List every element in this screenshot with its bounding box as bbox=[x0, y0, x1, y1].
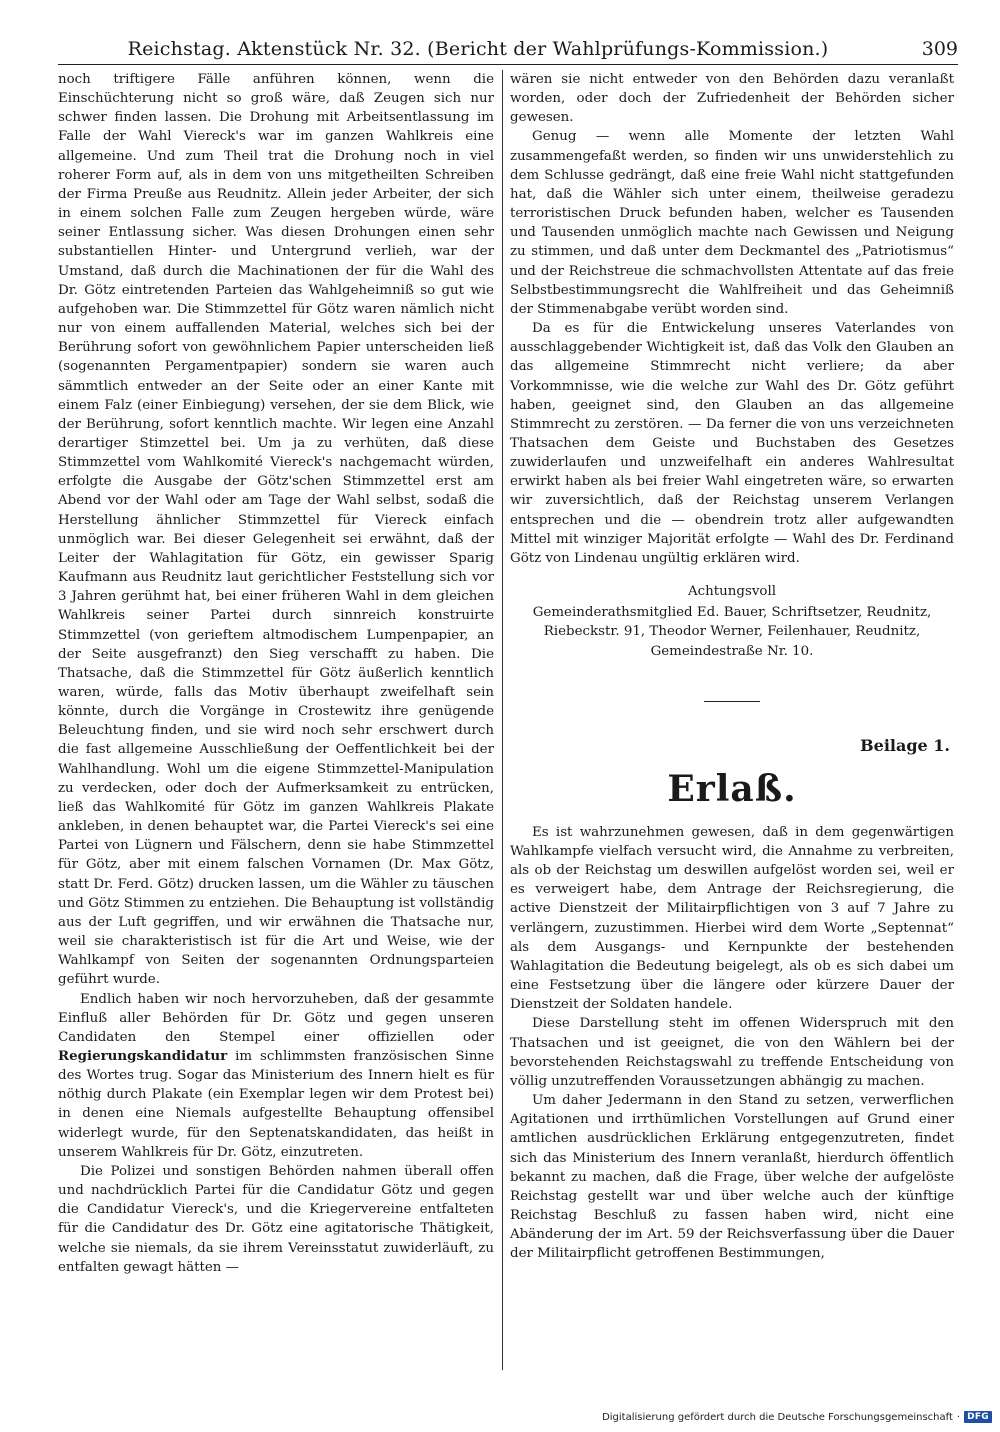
right-paragraph-2: Genug — wenn alle Momente der letzten Wahl zusammengefaßt werden, so finden wir uns unwiderstehlich zu dem Schlusse gedrängt, daß eine freie Wahl nicht stattgefunden hat, daß die Wähler sich unter einem, theilweise geradezu terroristischen Druck befunden haben, welcher es Tausenden und Tausenden unmöglich machte nach Gewissen und Neigung zu stimmen, und daß unter dem Deckmantel des „Patriotismus“ und der Reichstreue die schmachvollsten Attentate auf das freie Selbstbestimmungsrecht die Wahlfreiheit und das Geheimniß der Stimmenabgabe verübt worden sind. bbox=[510, 129, 954, 317]
left-paragraph-2-end: im schlimmsten französischen Sinne des Wortes trug. Sogar das Ministerium des Innern hielt es für nöthig durch Plakate (ein Exemplar legen wir dem Protest bei) in denen eine Niemals aufgestellte Behauptung offensibel widerlegt wurde, für den Septenatskandidaten, das heißt in unserem Wahlkreis für Dr. Götz, einzutreten. bbox=[58, 1048, 494, 1160]
signatories: Gemeinderathsmitglied Ed. Bauer, Schriftsetzer, Reudnitz, Riebeckstr. 91, Theodor Werner, Feilenhauer, Reudnitz, Gemeindestraße Nr. 10. bbox=[532, 605, 932, 659]
regierungskandidatur-term: Regierungskandidatur bbox=[58, 1047, 228, 1064]
right-paragraph-5: Diese Darstellung steht im offenen Widerspruch mit den Thatsachen und ist geeignet, die von den Wählern bei der bevorstehenden Reichstagswahl zu treffende Entscheidung von völlig unzutreffenden Voraussetzungen abhängig zu machen. bbox=[510, 1016, 954, 1089]
right-paragraph-4: Es ist wahrzunehmen gewesen, daß in dem gegenwärtigen Wahlkampfe vielfach versucht wird, die Annahme zu verbreiten, als ob der Reichstag um deswillen aufgelöst worden sei, weil er es verweigert habe, dem Antrage der Reichsregierung, die active Dienstzeit der Militairpflichtigen von 3 auf 7 Jahre zu verlängern, zuzustimmen. Hierbei wird dem Worte „Septennat“ als dem Ausgangs- und Kernpunkte der bestehenden Wahlagitation die Bedeutung beigelegt, als ob es sich dabei um eine Festsetzung über die längere oder kürzere Dauer der Dienstzeit der Soldaten handele. bbox=[510, 824, 954, 1013]
dfg-logo-icon: DFG bbox=[964, 1411, 992, 1423]
page-header bbox=[58, 30, 958, 60]
header-rule bbox=[58, 64, 958, 65]
left-paragraph-2-start: Endlich haben wir noch hervorzuheben, daß der gesammte Einfluß aller Behörden für Dr. Götz und gegen unseren Candidaten den Stempel einer offiziellen oder bbox=[58, 991, 494, 1045]
page-number: 309 bbox=[921, 38, 958, 60]
greeting: Achtungsvoll bbox=[687, 584, 777, 600]
left-paragraph-3: Die Polizei und sonstigen Behörden nahmen überall offen und nachdrücklich Partei für die Candidatur Götz und gegen die Candidatur Viereck's, und die Kriegervereine entfalteten für die Candidatur des Dr. Götz eine agitatorische Thätigkeit, welche sie niemals, da sie ihrem Vereinsstatut zuwiderläuft, zu entfalten gewagt hätten — bbox=[58, 1163, 494, 1275]
section-rule bbox=[704, 701, 760, 702]
beilage-label: Beilage 1. bbox=[860, 735, 950, 755]
right-paragraph-3: Da es für die Entwickelung unseres Vaterlandes von ausschlaggebender Wichtigkeit ist, daß das Volk den Glauben an das allgemeine Stimmrecht nicht verliere; da aber Vorkommnisse, wie die welche zur Wahl des Dr. Götz geführt haben, geeignet sind, den Glauben an das allgemeine Stimmrecht zu zerstören. — Da ferner die von uns verzeichneten Thatsachen dem Geiste und Buchstaben des Gesetzes zuwiderlaufen und unzweifelhaft ein anderes Wahlresultat erwirkt haben als bei freier Wahl eingetreten wäre, so erwarten wir zuversichtlich, daß der Reichstag unserem Verlangen entsprechen und die — obendrein trotz aller aufgewandten Mittel mit winziger Majorität erfolgte — Wahl des Dr. Ferdinand Götz von Lindenau ungültig erklären wird. bbox=[510, 321, 954, 566]
right-column bbox=[510, 70, 954, 1370]
footer-text: Digitalisierung gefördert durch die Deutsche Forschungsgemeinschaft bbox=[602, 1411, 953, 1423]
left-paragraph-1: noch triftigere Fälle anführen können, wenn die Einschüchterung nicht so groß wäre, daß Zeugen sich nur schwer finden lassen. Die Drohung mit Arbeitsentlassung im Falle der Wahl Viereck's war im ganzen Wahlkreis eine allgemeine. Und zum Theil trat die Drohung noch in viel roherer Form auf, als in dem von uns mitgetheilten Schreiben der Firma Preuße aus Reudnitz. Allein jeder Arbeiter, der sich in einem solchen Falle zum Zeugen hergeben würde, wäre seiner Entlassung sicher. Was diesen Drohungen einen sehr substantiellen Hinter- und Untergrund verlieh, war der Umstand, daß durch die Machinationen der für die Wahl des Dr. Götz eintretenden Parteien das Wahlgeheimniß so gut wie aufgehoben war. Die Stimmzettel für Götz waren nämlich nicht nur von einem auffallenden Material, welches sich bei der Berührung sofort von gewöhnlichem Papier unterscheiden ließ (sogenannten Pergamentpapier) sondern sie waren auch sämmtlich entweder an der Seite oder an einer Kante mit einem Falz (einer Einbiegung) versehen, der sie dem Blick, wie der Berührung, sofort kenntlich machte. Wir legen eine Anzahl derartiger Stimzettel bei. Um ja zu verhüten, daß diese Stimmzettel vom Wahlkomité Viereck's nachgemacht würden, erfolgte die Ausgabe der Götz'schen Stimmzettel erst am Abend vor der Wahl oder am Tage der Wahl selbst, sodaß die Herstellung ähnlicher Stimmzettel für Viereck einfach unmöglich war. Bei dieser Gelegenheit sei erwähnt, daß der Leiter der Wahlagitation für Götz, ein gewisser Sparig Kaufmann aus Reudnitz laut gerichtlicher Feststellung sich vor 3 Jahren gerühmt hat, bei einer früheren Wahl in dem gleichen Wahlkreis seiner Partei durch sinnreich konstruirte Stimmzettel (von gerieftem altmodischem Lumpenpapier, an der Seite ausgefranzt) den Sieg verschafft zu haben. Die Thatsache, daß die Stimmzettel für Götz äußerlich kenntlich waren, würde, falls das Motiv überhaupt zweifelhaft sein könnte, durch die Vorgänge in Crostewitz ihre genügende Beleuchtung finden, und sie wird noch sehr erschwert durch die fast allgemeine Ausschließung der Oeffentlichkeit bei der Wahlhandlung. Wohl um die eigene Stimmzettel-Manipulation zu verdecken, oder doch der Aufmerksamkeit zu entrücken, ließ das Wahlkomité für Götz im ganzen Wahlkreis Plakate ankleben, in denen behauptet war, die Partei Viereck's sei eine Partei von Lügnern und Fälschern, denn sie habe Stimmzettel für Götz, aber mit einem falschen Vornamen (Dr. Max Götz, statt Dr. Ferd. Götz) drucken lassen, um die Wähler zu täuschen und Götz Stimmen zu entziehen. Die Behauptung ist vollständig aus der Luft gegriffen, und wir erwähnen die Thatsache nur, weil sie charakteristisch ist für die Art und Weise, wie der Wahlkampf von Seiten der sogenannten Ordnungsparteien geführt wurde. bbox=[58, 72, 494, 988]
footer bbox=[602, 1408, 992, 1426]
column-divider bbox=[502, 70, 503, 1370]
signature-block bbox=[510, 582, 954, 661]
right-paragraph-1: wären sie nicht entweder von den Behörden dazu veranlaßt worden, oder doch der Zufriedenheit der Behörden sicher gewesen. bbox=[510, 72, 954, 126]
right-paragraph-6: Um daher Jedermann in den Stand zu setzen, verwerflichen Agitationen und irrthümlichen Vorstellungen auf Grund einer amtlichen ausdrücklichen Erklärung entgegenzutreten, findet sich das Ministerium des Innern veranlaßt, hierdurch öffentlich bekannt zu machen, daß die Frage, über welche der aufgelöste Reichstag gestellt war und über welche auch der künftige Reichstag Beschluß zu fassen haben wird, nicht eine Abänderung der im Art. 59 der Reichsverfassung über die Dauer der Militairpflicht getroffenen Bestimmungen, bbox=[510, 1093, 954, 1262]
left-paragraph-2 bbox=[58, 990, 494, 1162]
erlass-title: Erlaß. bbox=[667, 767, 797, 810]
left-column bbox=[58, 70, 494, 1370]
header-title: Reichstag. Aktenstück Nr. 32. (Bericht der Wahlprüfungs-Kommission.) bbox=[127, 38, 829, 60]
footer-separator: · bbox=[956, 1411, 961, 1423]
